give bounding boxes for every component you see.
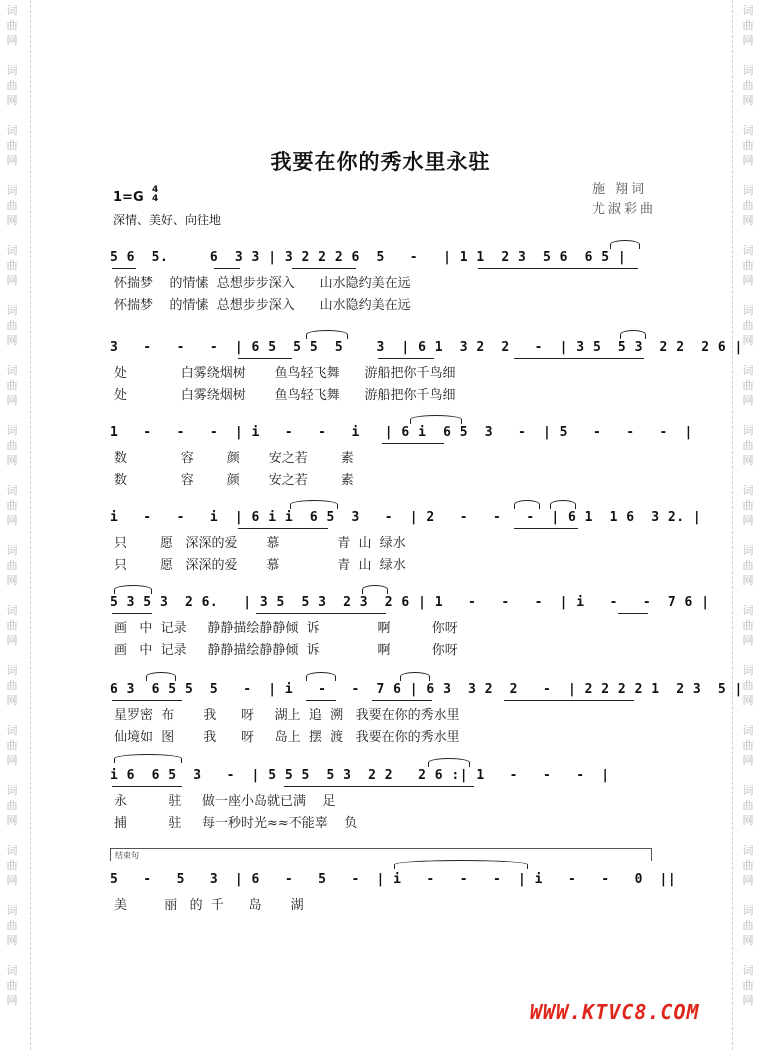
notation-line: 3 - - - | 6 5 5 5 5 3 | 6 1 3 2 2 - | 3 5 5 3 2 2 2 6 | <box>110 340 743 355</box>
watermark-glyph: 网 <box>742 94 754 107</box>
slur <box>114 754 182 763</box>
watermark-glyph: 网 <box>742 514 754 527</box>
watermark-glyph: 曲 <box>6 79 18 92</box>
watermark-glyph: 词 <box>6 544 18 557</box>
beam <box>112 786 182 787</box>
watermark-glyph: 曲 <box>6 619 18 632</box>
slur <box>410 415 462 424</box>
watermark-glyph: 曲 <box>6 559 18 572</box>
watermark-glyph: 词 <box>6 604 18 617</box>
watermark-glyph: 网 <box>6 934 18 947</box>
watermark-glyph: 网 <box>6 634 18 647</box>
watermark-glyph: 网 <box>742 934 754 947</box>
beam <box>504 700 634 701</box>
watermark-glyph: 曲 <box>6 799 18 812</box>
watermark-glyph: 网 <box>6 514 18 527</box>
watermark-glyph: 词 <box>742 784 754 797</box>
lyric-verse-1: 只 愿 深深的爱 慕 青 山 绿水 <box>114 536 406 551</box>
watermark-glyph: 词 <box>742 64 754 77</box>
watermark-glyph: 网 <box>742 994 754 1007</box>
notation-line: 6 3 6 5 5 5 - | i - - 7 6 | 6 3 3 2 2 - | 2 2 2 2 1 2 3 5 | <box>110 682 743 697</box>
watermark-glyph: 曲 <box>742 79 754 92</box>
watermark-glyph: 词 <box>6 904 18 917</box>
slur <box>306 672 336 681</box>
watermark-glyph: 词 <box>6 784 18 797</box>
watermark-glyph: 网 <box>6 814 18 827</box>
watermark-glyph: 网 <box>6 214 18 227</box>
composer-credit: 尤淑彩曲 <box>592 202 657 217</box>
watermark-glyph: 词 <box>742 844 754 857</box>
watermark-glyph: 词 <box>742 424 754 437</box>
watermark-glyph: 网 <box>6 394 18 407</box>
lyric-verse-1: 数 容 颜 安之若 素 <box>114 451 354 466</box>
beam <box>478 268 638 269</box>
beam <box>378 358 434 359</box>
lyric-verse-2: 画 中 记录 静静描绘静静倾 诉 啊 你呀 <box>114 643 458 658</box>
watermark-glyph: 网 <box>742 34 754 47</box>
slur <box>394 860 528 869</box>
ending-bracket <box>110 848 652 861</box>
watermark-glyph: 网 <box>6 94 18 107</box>
watermark-glyph: 网 <box>6 694 18 707</box>
watermark-glyph: 曲 <box>742 499 754 512</box>
watermark-glyph: 网 <box>742 154 754 167</box>
lyric-verse-1: 永 驻 做一座小岛就已满 足 <box>114 794 336 809</box>
watermark-glyph: 词 <box>742 604 754 617</box>
watermark-glyph: 词 <box>6 484 18 497</box>
watermark-glyph: 词 <box>742 724 754 737</box>
watermark-glyph: 网 <box>742 634 754 647</box>
watermark-glyph: 网 <box>6 874 18 887</box>
watermark-glyph: 曲 <box>742 859 754 872</box>
slur <box>400 672 430 681</box>
watermark-glyph: 曲 <box>742 439 754 452</box>
lyricist-credit: 施 翔词 <box>592 182 648 197</box>
beam <box>256 613 386 614</box>
time-signature <box>152 186 158 204</box>
lyric-verse-1: 怀揣梦 的情愫 总想步步深入 山水隐约美在远 <box>114 276 411 291</box>
slur <box>550 500 576 509</box>
watermark-glyph: 词 <box>742 664 754 677</box>
watermark-glyph: 曲 <box>742 139 754 152</box>
lyric-verse-1: 美 丽 的 千 岛 湖 <box>114 898 304 913</box>
watermark-glyph: 网 <box>6 994 18 1007</box>
watermark-glyph: 曲 <box>742 679 754 692</box>
watermark-glyph: 网 <box>742 874 754 887</box>
beam <box>284 786 474 787</box>
notation-line: 1 - - - | i - - i | 6 i 6 5 3 - | 5 - - - | <box>110 425 693 440</box>
watermark-glyph: 曲 <box>6 199 18 212</box>
key-signature: 1=G <box>113 190 144 205</box>
watermark-glyph: 曲 <box>742 919 754 932</box>
beam <box>372 700 432 701</box>
beam <box>112 613 152 614</box>
watermark-glyph: 曲 <box>742 19 754 32</box>
watermark-glyph: 曲 <box>742 199 754 212</box>
site-logo: WWW.KTVC8.COM <box>530 1000 700 1024</box>
watermark-glyph: 词 <box>6 124 18 137</box>
lyric-verse-2: 怀揣梦 的情愫 总想步步深入 山水隐约美在远 <box>114 298 411 313</box>
slur <box>290 500 338 509</box>
watermark-glyph: 词 <box>6 964 18 977</box>
lyric-verse-2: 数 容 颜 安之若 素 <box>114 473 354 488</box>
watermark-glyph: 网 <box>742 454 754 467</box>
watermark-glyph: 网 <box>6 34 18 47</box>
slur <box>428 758 470 767</box>
watermark-glyph: 曲 <box>6 979 18 992</box>
watermark-glyph: 词 <box>6 364 18 377</box>
watermark-glyph: 曲 <box>6 679 18 692</box>
watermark-glyph: 词 <box>742 484 754 497</box>
song-title: 我要在你的秀水里永驻 <box>270 149 491 174</box>
watermark-glyph: 网 <box>6 274 18 287</box>
beam <box>514 528 578 529</box>
notation-line: 5 - 5 3 | 6 - 5 - | i - - - | i - - 0 || <box>110 872 677 887</box>
watermark-glyph: 词 <box>6 664 18 677</box>
watermark-glyph: 词 <box>742 964 754 977</box>
watermark-glyph: 词 <box>742 904 754 917</box>
lyric-verse-2: 仙境如 图 我 呀 岛上 摆 渡 我要在你的秀水里 <box>114 730 460 745</box>
watermark-glyph: 曲 <box>6 499 18 512</box>
beam <box>112 268 136 269</box>
slur <box>114 585 152 594</box>
watermark-glyph: 曲 <box>6 319 18 332</box>
beam <box>238 528 328 529</box>
beam <box>618 613 648 614</box>
watermark-glyph: 曲 <box>6 439 18 452</box>
notation-line: 5 3 5 3 2 6. | 3 5 5 3 2 3 2 6 | 1 - - - | i - - 7 6 | <box>110 595 710 610</box>
watermark-glyph: 网 <box>6 154 18 167</box>
watermark-glyph: 网 <box>742 334 754 347</box>
watermark-glyph: 网 <box>6 754 18 767</box>
watermark-glyph: 曲 <box>742 319 754 332</box>
beam <box>214 268 240 269</box>
time-signature-bottom: 4 <box>152 194 159 204</box>
expression-marking: 深情、美好、向往地 <box>113 213 222 227</box>
watermark-glyph: 网 <box>6 574 18 587</box>
watermark-glyph: 词 <box>742 544 754 557</box>
watermark-glyph: 词 <box>6 724 18 737</box>
watermark-glyph: 曲 <box>742 979 754 992</box>
watermark-glyph: 词 <box>6 4 18 17</box>
watermark-glyph: 曲 <box>6 19 18 32</box>
watermark-glyph: 曲 <box>742 379 754 392</box>
watermark-glyph: 曲 <box>6 139 18 152</box>
watermark-glyph: 词 <box>742 244 754 257</box>
watermark-glyph: 网 <box>742 814 754 827</box>
watermark-glyph: 曲 <box>742 799 754 812</box>
watermark-glyph: 网 <box>742 754 754 767</box>
lyric-verse-2: 捕 驻 每一秒时光≈≈不能辜 负 <box>114 816 358 831</box>
watermark-glyph: 网 <box>6 454 18 467</box>
watermark-glyph: 曲 <box>6 379 18 392</box>
watermark-glyph: 词 <box>6 64 18 77</box>
watermark-glyph: 词 <box>6 844 18 857</box>
slur <box>362 585 388 594</box>
lyric-verse-2: 处 白雾绕烟树 鱼鸟轻飞舞 游船把你千鸟细 <box>114 388 456 403</box>
beam <box>514 358 644 359</box>
slur <box>306 330 348 339</box>
watermark-glyph: 词 <box>6 304 18 317</box>
watermark-glyph: 网 <box>6 334 18 347</box>
beam <box>382 443 444 444</box>
watermark-glyph: 词 <box>742 364 754 377</box>
beam <box>292 268 356 269</box>
watermark-glyph: 词 <box>742 184 754 197</box>
watermark-glyph: 曲 <box>6 859 18 872</box>
slur <box>610 240 640 249</box>
watermark-glyph: 曲 <box>6 739 18 752</box>
lyric-verse-1: 处 白雾绕烟树 鱼鸟轻飞舞 游船把你千鸟细 <box>114 366 456 381</box>
slur <box>620 330 646 339</box>
lyric-verse-1: 星罗密 布 我 呀 湖上 追 溯 我要在你的秀水里 <box>114 708 460 723</box>
time-signature-top: 4 <box>152 185 159 195</box>
watermark-glyph: 网 <box>742 574 754 587</box>
watermark-glyph: 词 <box>742 304 754 317</box>
slur <box>514 500 540 509</box>
watermark-glyph: 曲 <box>742 739 754 752</box>
beam <box>238 358 292 359</box>
watermark-glyph: 词 <box>6 184 18 197</box>
watermark-glyph: 词 <box>6 424 18 437</box>
beam <box>112 700 182 701</box>
watermark-glyph: 网 <box>742 694 754 707</box>
watermark-glyph: 曲 <box>742 559 754 572</box>
slur <box>146 672 176 681</box>
lyric-verse-2: 只 愿 深深的爱 慕 青 山 绿水 <box>114 558 406 573</box>
notation-line: i 6 6 5 3 - | 5 5 5 5 3 2 2 2 6 :| 1 - - - | <box>110 768 610 783</box>
watermark-glyph: 网 <box>742 394 754 407</box>
watermark-glyph: 网 <box>742 214 754 227</box>
watermark-glyph: 词 <box>6 244 18 257</box>
watermark-glyph: 网 <box>742 274 754 287</box>
watermark-glyph: 曲 <box>6 919 18 932</box>
watermark-glyph: 词 <box>742 4 754 17</box>
watermark-glyph: 曲 <box>742 619 754 632</box>
notation-line: i - - i | 6 i i 6 5 3 - | 2 - - - | 6 1 1 6 3 2. | <box>110 510 702 525</box>
watermark-glyph: 曲 <box>742 259 754 272</box>
watermark-glyph: 曲 <box>6 259 18 272</box>
ending-label: 结束句 <box>115 851 139 860</box>
beam <box>306 700 336 701</box>
watermark-glyph: 词 <box>742 124 754 137</box>
lyric-verse-1: 画 中 记录 静静描绘静静倾 诉 啊 你呀 <box>114 621 458 636</box>
notation-line: 5 6 5. 6 3 3 | 3 2 2 2 6 5 - | 1 1 2 3 5 6 6 5 | <box>110 250 627 265</box>
